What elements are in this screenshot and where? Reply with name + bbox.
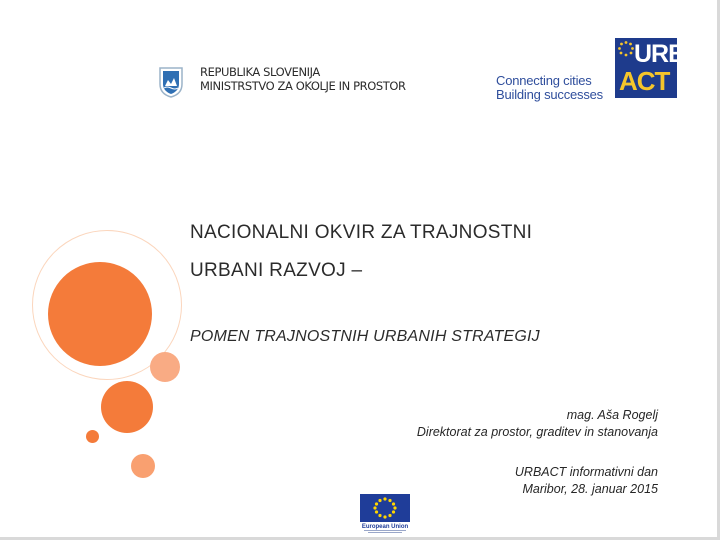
author-block xyxy=(417,407,658,441)
decor-circle-small-right xyxy=(150,352,180,382)
urbact-logo xyxy=(615,38,686,98)
urbact-tagline-line1: Connecting cities xyxy=(496,73,592,88)
decor-circle-medium xyxy=(101,381,153,433)
eu-label: European Union xyxy=(361,524,409,530)
decor-circle-tiny xyxy=(86,430,99,443)
slide-title-line1: NACIONALNI OKVIR ZA TRAJNOSTNI xyxy=(190,222,533,243)
ministry-line1: REPUBLIKA SLOVENIJA xyxy=(200,65,320,79)
urbact-logo-bottom: ACT xyxy=(619,66,670,96)
eu-logo xyxy=(360,494,410,534)
eu-stars-icon xyxy=(617,40,635,62)
ministry-line2: MINISTRSTVO ZA OKOLJE IN PROSTOR xyxy=(200,79,406,93)
decor-circle-large xyxy=(48,262,152,366)
urbact-tagline-line2: Building successes xyxy=(496,87,603,102)
event-name: URBACT informativni dan xyxy=(514,465,658,479)
slovenian-coat-of-arms-icon xyxy=(158,66,184,98)
slide-title-line2: URBANI RAZVOJ – xyxy=(190,260,363,281)
urbact-logo-top: URB xyxy=(634,40,686,68)
event-place-date: Maribor, 28. januar 2015 xyxy=(522,482,658,496)
author-name: mag. Aša Rogelj xyxy=(566,408,658,422)
author-department: Direktorat za prostor, graditev in stanovanja xyxy=(416,425,658,439)
eu-flag-icon xyxy=(360,494,410,534)
ministry-text xyxy=(200,65,406,93)
ministry-logo xyxy=(156,62,406,102)
slide-subtitle: POMEN TRAJNOSTNIH URBANIH STRATEGIJ xyxy=(190,328,540,345)
decor-circle-small xyxy=(131,454,155,478)
event-block xyxy=(515,464,658,498)
urbact-tagline xyxy=(496,74,603,102)
